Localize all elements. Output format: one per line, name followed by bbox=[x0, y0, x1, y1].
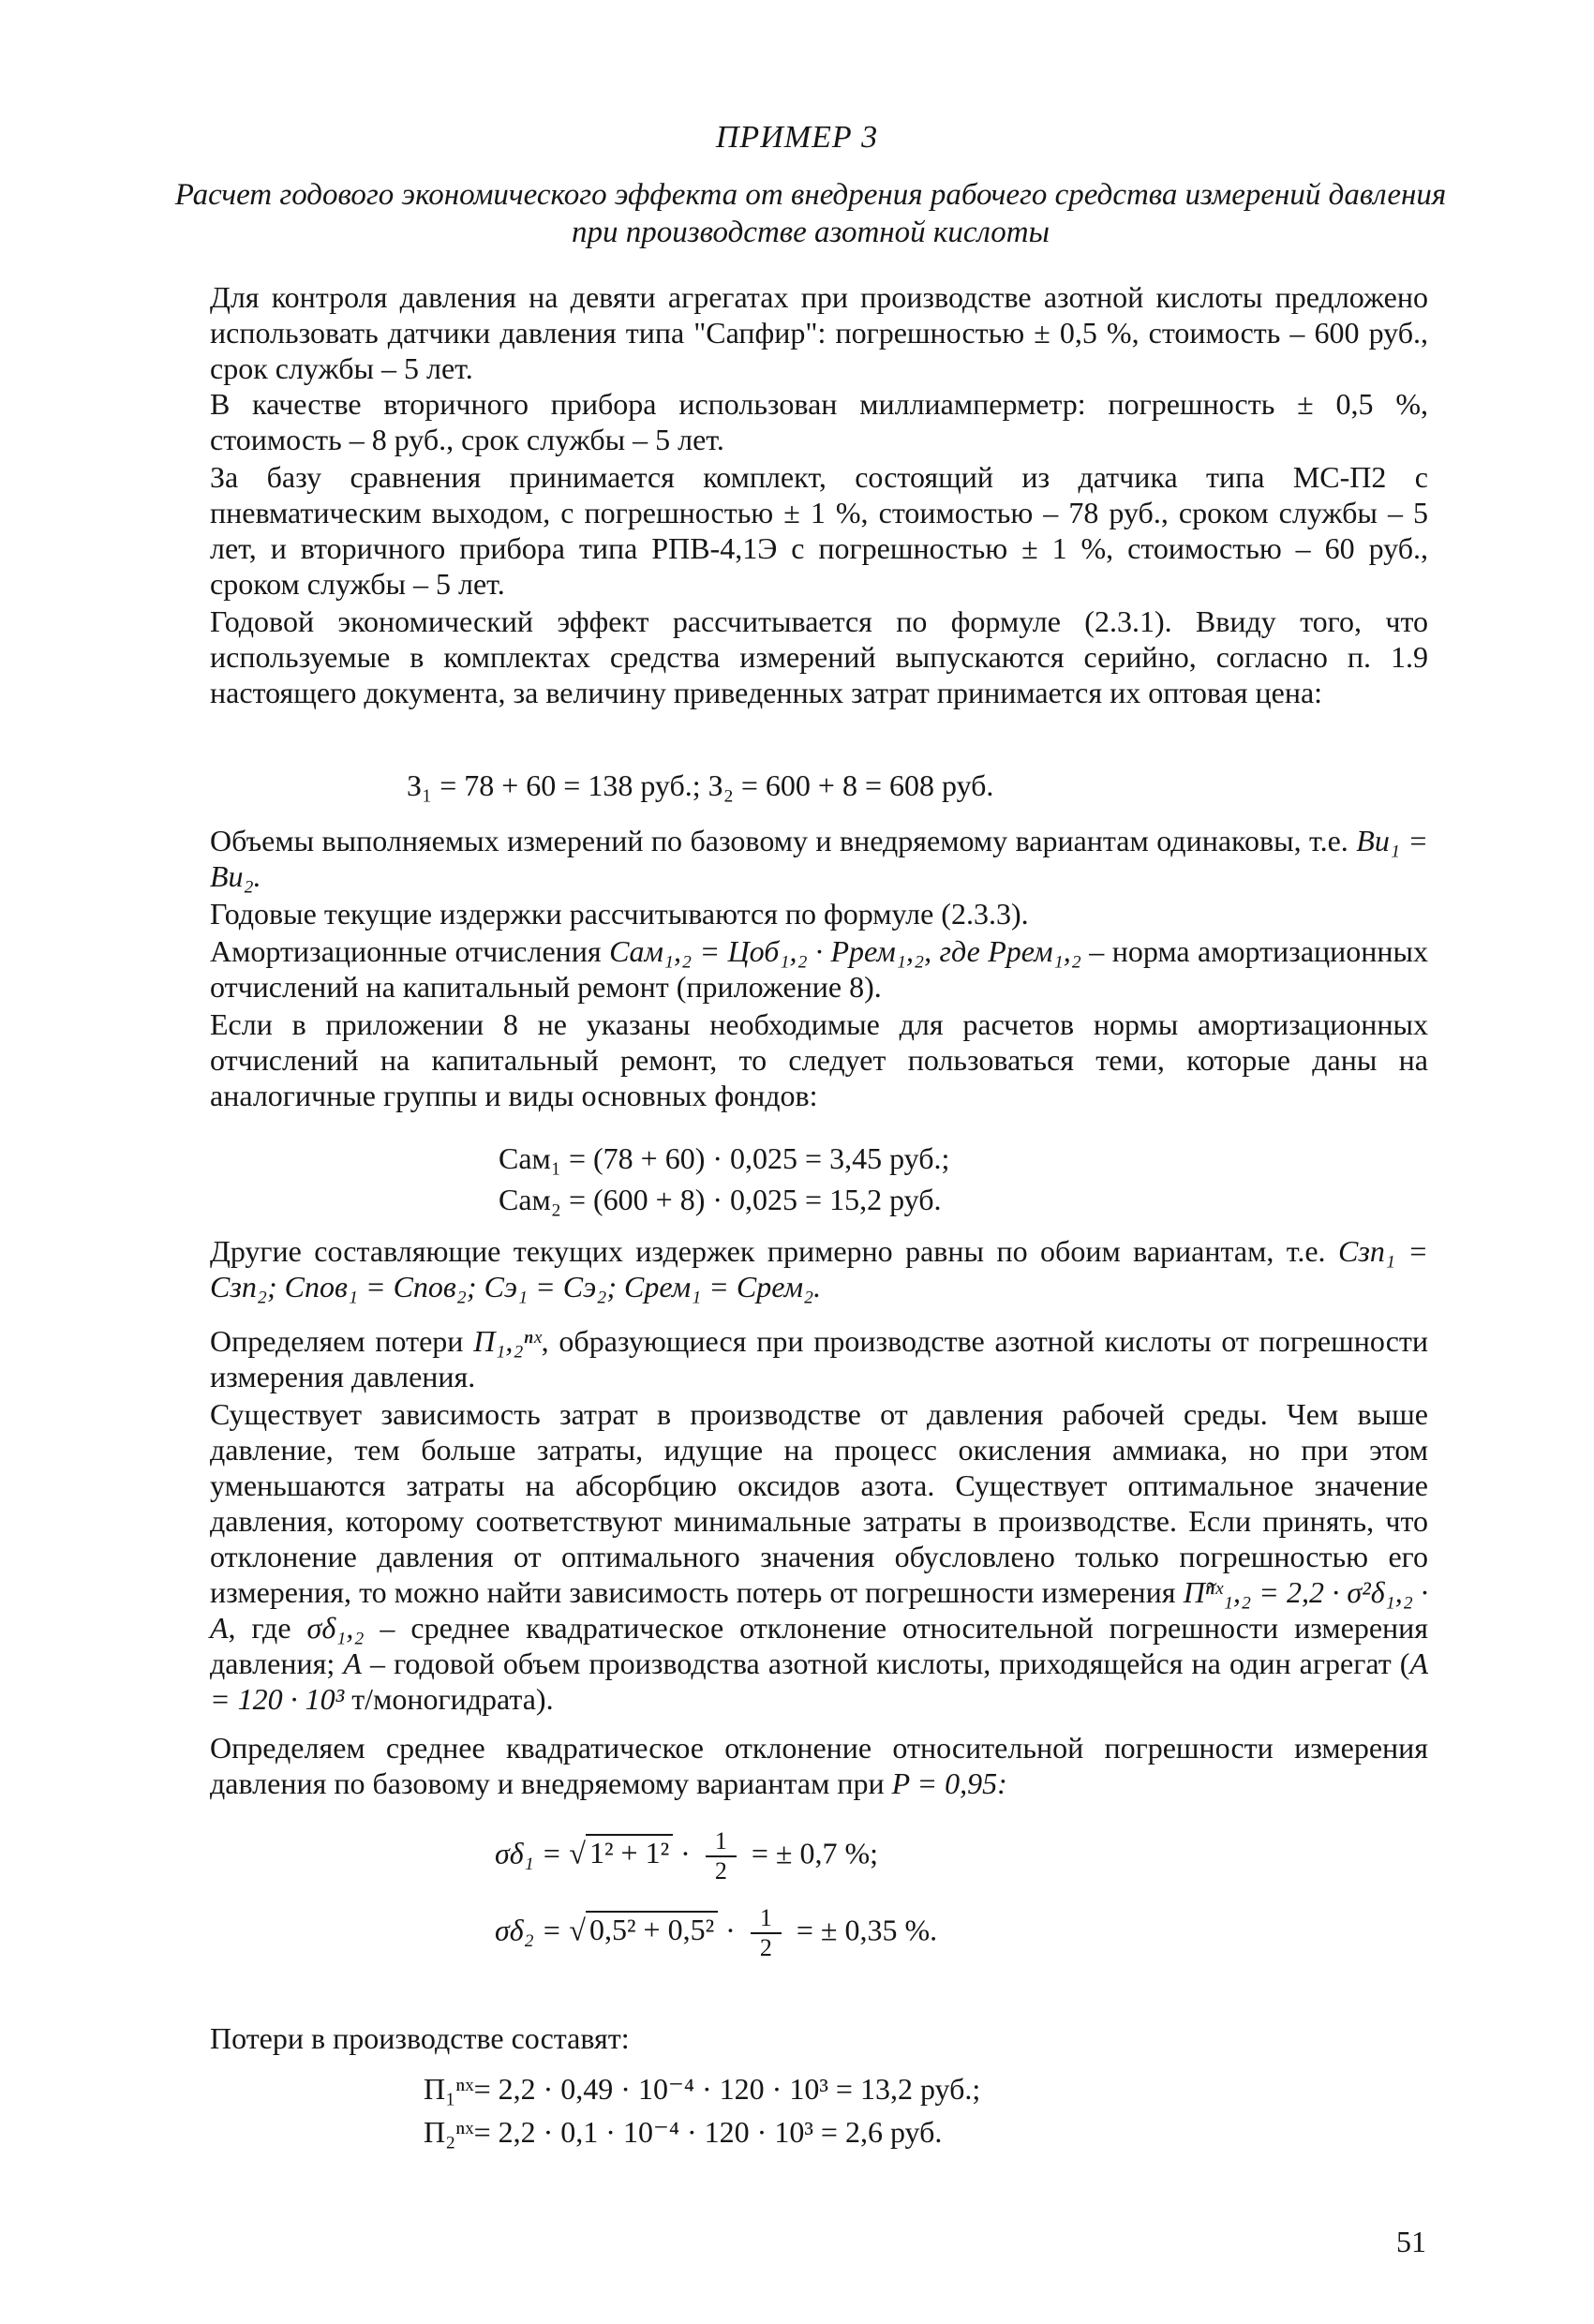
example-heading: ПРИМЕР 3 bbox=[715, 120, 879, 155]
symbol-sigma: σδ₁,₂ bbox=[306, 1611, 365, 1645]
formula-costs: З₁ = 78 + 60 = 138 руб.; З₂ = 600 + 8 = 608 руб. bbox=[407, 768, 994, 802]
fraction-denominator: 2 bbox=[759, 1934, 772, 1961]
formula-loss-dependence: П̃ⁿˣ₁,₂ = 2,2 · σ²δ₁,₂ · A bbox=[210, 1575, 1429, 1645]
volumes-text: Объемы выполняемых измерений по базовому и внедряемому вариантам одинаковы, т.е. bbox=[210, 824, 1348, 857]
sigma2-radicand: 0,5² + 0,5² bbox=[586, 1911, 718, 1947]
formula-volumes-equal: Bи₁ = Bи₂. bbox=[210, 824, 1429, 893]
page-number: 51 bbox=[1396, 2225, 1426, 2258]
a-units: т/моногидрата). bbox=[351, 1682, 554, 1716]
paragraph-current-costs: Годовые текущие издержки рассчитываются по формуле (2.3.3). bbox=[210, 897, 1029, 931]
formula-loss2: П₂ⁿˣ= 2,2 · 0,1 · 10⁻⁴ · 120 · 10³ = 2,6 руб. bbox=[424, 2115, 943, 2149]
sigma-def-text: Определяем среднее квадратическое отклонение относительной погрешности измерения давления по базовому и внедряемому вариантам при bbox=[210, 1731, 1428, 1800]
sigma1-radicand: 1² + 1² bbox=[586, 1834, 673, 1870]
pressure-dependence-text: Существует зависимость затрат в производстве от давления рабочей среды. Чем выше давление, тем больше затраты, идущие на процесс окисления аммиака, но при этом уменьшаются затраты на абсорбцию оксидов азота. Существует оптимальное значение давления, которому соответствуют минимальные затраты в производстве. Если принять, что отклонение давления от оптимального значения обусловлено только погрешностью его измерения, то можно найти зависимость потерь от погрешности измерения bbox=[210, 1397, 1428, 1609]
formula-a-value: A = 120 · 10³ bbox=[210, 1646, 1428, 1716]
example-subtitle: Расчет годового экономического эффекта от внедрения рабочего средства измерений давления при производстве азотной кислоты bbox=[174, 178, 1447, 249]
other-costs-text: Другие составляющие текущих издержек примерно равны по обоим вариантам, т.е. bbox=[210, 1234, 1326, 1268]
formula-equal-costs: Cзп₁ = Cзп₂; Cпов₁ = Cпов₂; Cэ₁ = Cэ₂; Cрем₁ = Cрем₂. bbox=[210, 1234, 1429, 1304]
symbol-losses: П₁,₂ⁿˣ bbox=[473, 1324, 542, 1358]
paragraph-production-losses: Потери в производстве составят: bbox=[210, 2021, 630, 2055]
sqrt-icon: √ bbox=[569, 1836, 586, 1870]
sigma-description: – среднее квадратическое отклонение относительной погрешности измерения давления; bbox=[210, 1611, 1429, 1680]
paragraph-losses-def bbox=[210, 1323, 1428, 1394]
sigma1-result: = ± 0,7 %; bbox=[751, 1836, 878, 1870]
paragraph-volumes bbox=[210, 823, 1428, 894]
paragraph-pressure-dependence bbox=[210, 1396, 1428, 1717]
sigma1-lhs: σδ₁ = bbox=[495, 1836, 562, 1870]
formula-sigma1: σδ₁ = √ 1² + 1² · $\frac{1}{2}$ = ± 0,7 %; bbox=[495, 1827, 878, 1885]
paragraph-sensors: Для контроля давления на девяти агрегатах при производстве азотной кислоты предложено использовать датчики давления типа "Сапфир": погрешностью ± 0,5 %, стоимость – 600 руб., срок службы – 5 лет. bbox=[210, 280, 1428, 385]
sigma2-lhs: σδ₂ = bbox=[495, 1913, 562, 1947]
paragraph-sigma-def bbox=[210, 1730, 1428, 1801]
fraction-numerator: 1 bbox=[706, 1827, 737, 1857]
a-description: – годовой объем производства азотной кислоты, приходящейся на один агрегат ( bbox=[369, 1646, 1410, 1680]
formula-loss1: П₁ⁿˣ= 2,2 · 0,49 · 10⁻⁴ · 120 · 10³ = 13,2 руб.; bbox=[424, 2072, 981, 2106]
symbol-a: A bbox=[343, 1646, 362, 1680]
sigma2-result: = ± 0,35 %. bbox=[796, 1913, 938, 1947]
formula-sigma2: σδ₂ = √ 0,5² + 0,5² · $\frac{1}{2}$ = ± 0,35 %. bbox=[495, 1904, 938, 1961]
fraction-denominator: 2 bbox=[714, 1857, 727, 1885]
paragraph-secondary-device: В качестве вторичного прибора использован миллиамперметр: погрешность ± 0,5 %, стоимость – 8 руб., срок службы – 5 лет. bbox=[210, 387, 1428, 456]
sigma2-fraction bbox=[751, 1904, 782, 1962]
paragraph-amortization bbox=[210, 933, 1428, 1005]
amortization-text: Амортизационные отчисления bbox=[210, 934, 602, 968]
where-text: , где bbox=[228, 1611, 291, 1645]
formula-cam1: Cам₁ = (78 + 60) · 0,025 = 3,45 руб.; bbox=[499, 1141, 950, 1175]
formula-probability: P = 0,95: bbox=[891, 1766, 1007, 1800]
losses-def-text: Определяем потери bbox=[210, 1324, 464, 1358]
sqrt-icon: √ bbox=[569, 1913, 586, 1947]
sigma1-fraction bbox=[706, 1827, 737, 1885]
formula-amortization-def: Cам₁,₂ = Цоб₁,₂ · Pрем₁,₂, где Pрем₁,₂ bbox=[609, 934, 1081, 968]
fraction-numerator: 1 bbox=[751, 1904, 782, 1934]
paragraph-annual-effect: Годовой экономический эффект рассчитывается по формуле (2.3.1). Ввиду того, что используемые в комплектах средства измерений выпускаются серийно, согласно п. 1.9 настоящего документа, за величину приведенных затрат принимается их оптовая цена: bbox=[210, 604, 1428, 709]
formula-cam2: Cам₂ = (600 + 8) · 0,025 = 15,2 руб. bbox=[499, 1183, 942, 1216]
paragraph-other-costs bbox=[210, 1233, 1428, 1304]
amortization-text-end: – норма амортизационных отчислений на капитальный ремонт (приложение 8). bbox=[210, 934, 1429, 1004]
paragraph-amortization-norms: Если в приложении 8 не указаны необходимые для расчетов нормы амортизационных отчислений на капитальный ремонт, то следует пользоваться теми, которые даны на аналогичные группы и виды основных фондов: bbox=[210, 1007, 1428, 1112]
losses-def-text-end: , образующиеся при производстве азотной кислоты от погрешности измерения давления. bbox=[210, 1324, 1429, 1393]
paragraph-base-comparison: За базу сравнения принимается комплект, состоящий из датчика типа МС-П2 с пневматическим выходом, с погрешностью ± 1 %, стоимостью – 78 руб., сроком службы – 5 лет, и вторичного прибора типа РПВ-4,1Э с погрешностью ± 1 %, стоимостью – 60 руб., сроком службы – 5 лет. bbox=[210, 460, 1428, 601]
